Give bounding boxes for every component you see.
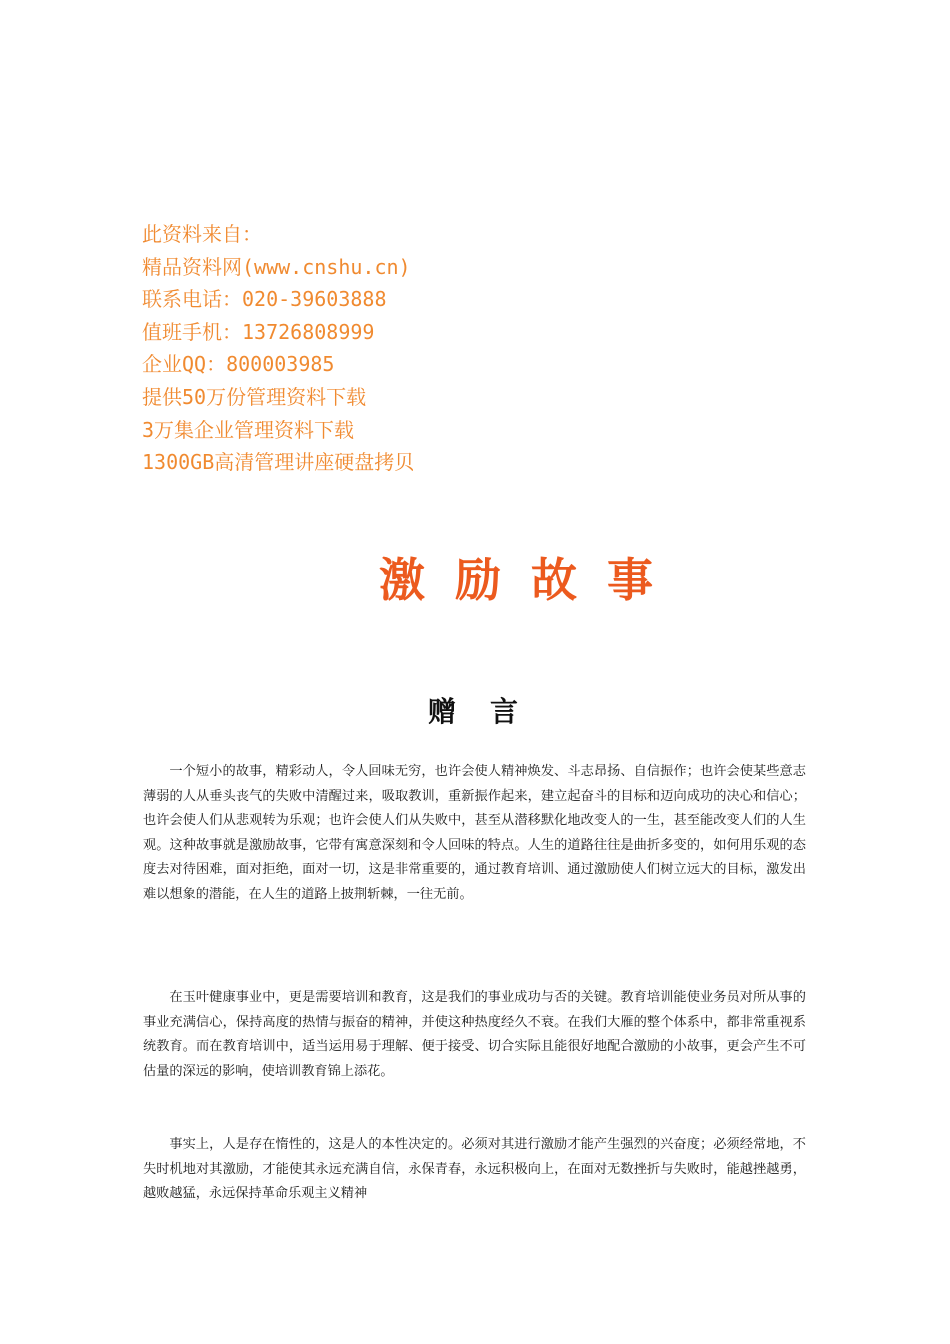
paragraph-1: 一个短小的故事，精彩动人，令人回味无穷，也许会使人精神焕发、斗志昂扬、自信振作；也许会使某些意志薄弱的人从垂头丧气的失败中清醒过来，吸取教训，重新振作起来，建立起奋斗的目标和迈向成功的决心和信心；也许会使人们从悲观转为乐观；也许会使人们从失败中，甚至从潜移默化地改变人的一生，甚至能改变人们的人生观。这种故事就是激励故事，它带有寓意深刻和令人回味的特点。人生的道路往往是曲折多变的，如何用乐观的态度去对待困难，面对拒绝，面对一切，这是非常重要的，通过教育培训、通过激励使人们树立远大的目标，激发出难以想象的潜能，在人生的道路上披荆斩棘，一往无前。 — [143, 764, 806, 902]
source-line-offer-docs: 提供50万份管理资料下载 — [142, 384, 367, 409]
document-title: 激励故事 — [379, 553, 683, 607]
source-line-mobile: 值班手机：13726808999 — [142, 319, 375, 344]
source-line-website: 精品资料网(www.cnshu.cn) — [142, 254, 411, 279]
source-info-block — [142, 218, 414, 479]
source-line-offer-lectures: 1300GB高清管理讲座硬盘拷贝 — [142, 450, 415, 475]
paragraph-3: 事实上，人是存在惰性的，这是人的本性决定的。必须对其进行激励才能产生强烈的兴奋度；必须经常地，不失时机地对其激励，才能使其永远充满自信，永保青春，永远积极向上，在面对无数挫折与失败时，能越挫越勇，越败越猛，永远保持革命乐观主义精神 — [143, 1137, 806, 1202]
source-line-offer-videos: 3万集企业管理资料下载 — [142, 417, 355, 442]
source-line-heading: 此资料来自： — [142, 222, 262, 246]
source-line-phone: 联系电话：020-39603888 — [142, 287, 387, 312]
paragraph-2: 在玉叶健康事业中，更是需要培训和教育，这是我们的事业成功与否的关键。教育培训能使业务员对所从事的事业充满信心，保持高度的热情与振奋的精神，并使这种热度经久不衰。在我们大雁的整个体系中，都非常重视系统教育。而在教育培训中，适当运用易于理解、便于接受、切合实际且能很好地配合激励的小故事，更会产生不可估量的深远的影响，使培训教育锦上添花。 — [143, 990, 806, 1079]
document-subtitle: 赠言 — [427, 695, 552, 728]
source-line-qq: 企业QQ：800003985 — [142, 352, 335, 377]
